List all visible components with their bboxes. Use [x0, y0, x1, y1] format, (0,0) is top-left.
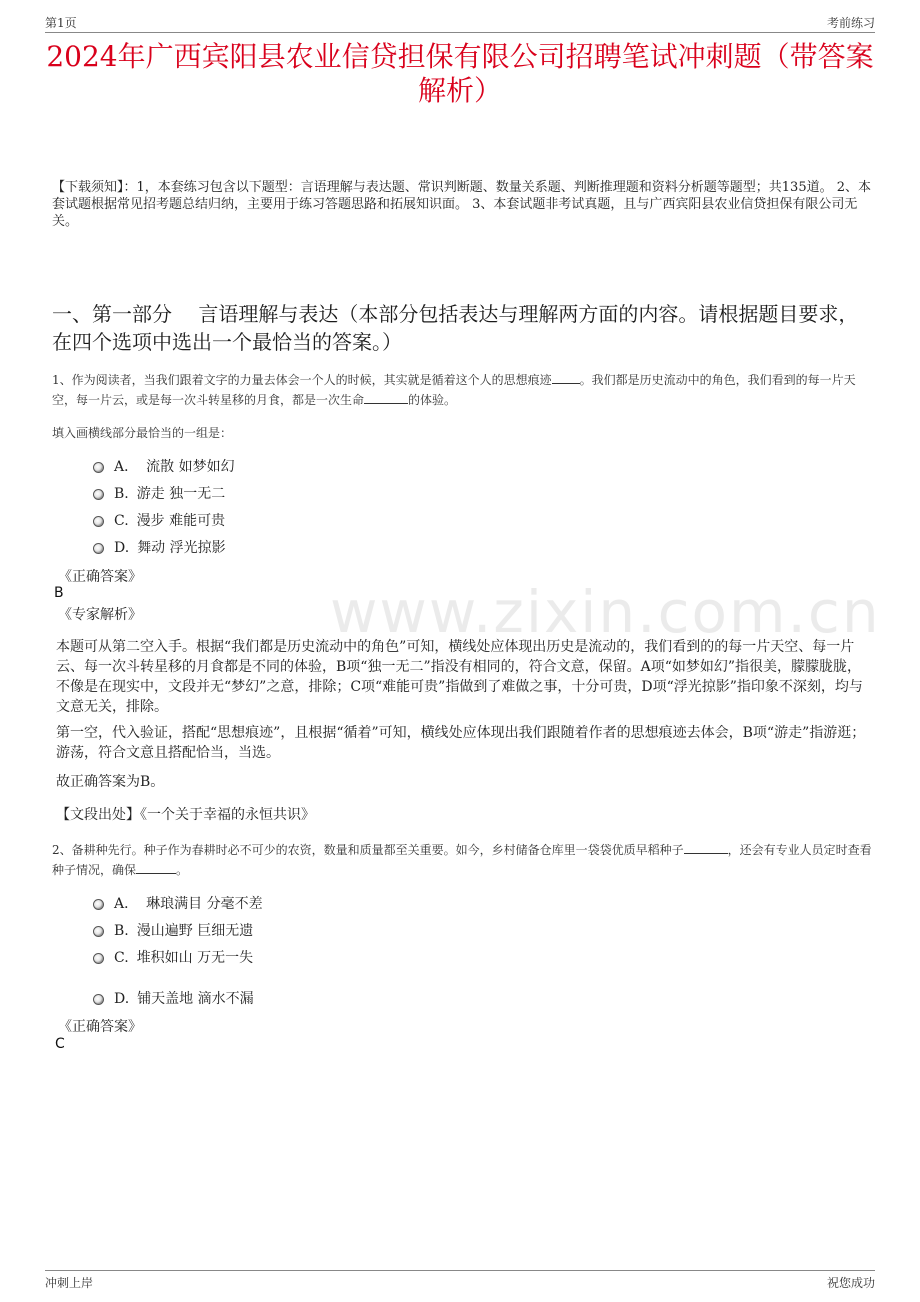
radio-icon[interactable] — [93, 994, 104, 1005]
question-1-option-b[interactable]: B. 游走 独一无二 — [93, 485, 225, 503]
radio-icon[interactable] — [93, 543, 104, 554]
question-1-option-a[interactable]: A． 流散 如梦如幻 — [93, 458, 235, 476]
radio-icon[interactable] — [93, 926, 104, 937]
radio-icon[interactable] — [93, 953, 104, 964]
radio-icon[interactable] — [93, 516, 104, 527]
question-1-option-c[interactable]: C. 漫步 难能可贵 — [93, 512, 225, 530]
correct-answer-label: 《正确答案》 — [58, 569, 142, 585]
radio-icon[interactable] — [93, 462, 104, 473]
question-2-option-a[interactable]: A． 琳琅满目 分毫不差 — [93, 895, 263, 913]
question-1-instruction: 填入画横线部分最恰当的一组是： — [52, 426, 233, 440]
correct-answer: B — [54, 585, 64, 601]
page-header — [45, 14, 875, 33]
footer-left-text: 冲刺上岸 — [45, 1276, 94, 1290]
question-2-option-c[interactable]: C. 堆积如山 万无一失 — [93, 949, 253, 967]
answer-blank — [684, 841, 728, 854]
footer-right-text: 祝您成功 — [826, 1276, 875, 1290]
answer-blank — [552, 371, 580, 384]
analysis-paragraph: 第一空，代入验证，搭配“思想痕迹”，且根据“循着”可知，横线处应体现出我们跟随着作者的思想痕迹去体会，B项“游走”指游逛；游荡，符合文意且搭配恰当，当选。 — [56, 725, 866, 761]
question-1-stem: 1、作为阅读者，当我们跟着文字的力量去体会一个人的时候，其实就是循着这个人的思想痕迹 。我们都是历史流动中的角色，我们看到的每一片天空，每一片云，或是每一次斗转星移的月食，都是一次生命 的体验。 — [52, 373, 856, 407]
analysis-paragraph: 本题可从第二空入手。根据“我们都是历史流动中的角色”可知，横线处应体现出历史是流动的，我们看到的的每一片天空、每一片云、每一次斗转星移的月食都是不同的体验，B项“独一无二”指没有相同的，符合文意，保留。A项“如梦如幻”指很美，朦朦胧胧，不像是在现实中，文段并无“梦幻”之意，排除；C项“难能可贵”指做到了难做之事，十分可贵，D项“浮光掠影”指印象不深刻，均与文意无关，排除。 — [56, 639, 863, 715]
correct-answer-label: 《正确答案》 — [58, 1019, 142, 1035]
header-right-text: 考前练习 — [826, 16, 875, 30]
source-citation: 【文段出处】《一个关于幸福的永恒共识》 — [56, 807, 315, 823]
question-2-option-d[interactable]: D. 铺天盖地 滴水不漏 — [93, 990, 254, 1008]
watermark: www.zixin.com.cn — [330, 578, 881, 646]
question-1-option-d[interactable]: D. 舞动 浮光掠影 — [93, 539, 226, 557]
page-footer — [45, 1270, 875, 1291]
expert-analysis-label: 《专家解析》 — [58, 607, 142, 623]
analysis-conclusion: 故正确答案为B。 — [56, 774, 165, 790]
question-2-option-b[interactable]: B. 漫山遍野 巨细无遗 — [93, 922, 253, 940]
answer-blank — [136, 861, 176, 874]
question-2-stem: 2、备耕种先行。种子作为春耕时必不可少的农资，数量和质量都至关重要。如今，乡村储备仓库里一袋袋优质早稻种子 ，还会有专业人员定时查看种子情况，确保 。 — [52, 843, 872, 877]
page-number: 第1页 — [45, 16, 77, 30]
correct-answer: C — [55, 1036, 65, 1052]
radio-icon[interactable] — [93, 489, 104, 500]
download-notice: 【下载须知】：1，本套练习包含以下题型：言语理解与表达题、常识判断题、数量关系题、判断推理题和资料分析题等题型；共135道。 2、本套试题根据常见招考题总结归纳，主要用于练习答题思路和拓展知识面。 3、本套试题非考试真题，且与广西宾阳县农业信贷担保有限公司无关。 — [52, 180, 871, 229]
section-heading: 一、第一部分 言语理解与表达（本部分包括表达与理解两方面的内容。请根据题目要求，在四个选项中选出一个最恰当的答案。） — [52, 302, 859, 354]
page-title: 2024年广西宾阳县农业信贷担保有限公司招聘笔试冲刺题（带答案解析） — [46, 40, 874, 107]
answer-blank — [364, 391, 408, 404]
radio-icon[interactable] — [93, 899, 104, 910]
